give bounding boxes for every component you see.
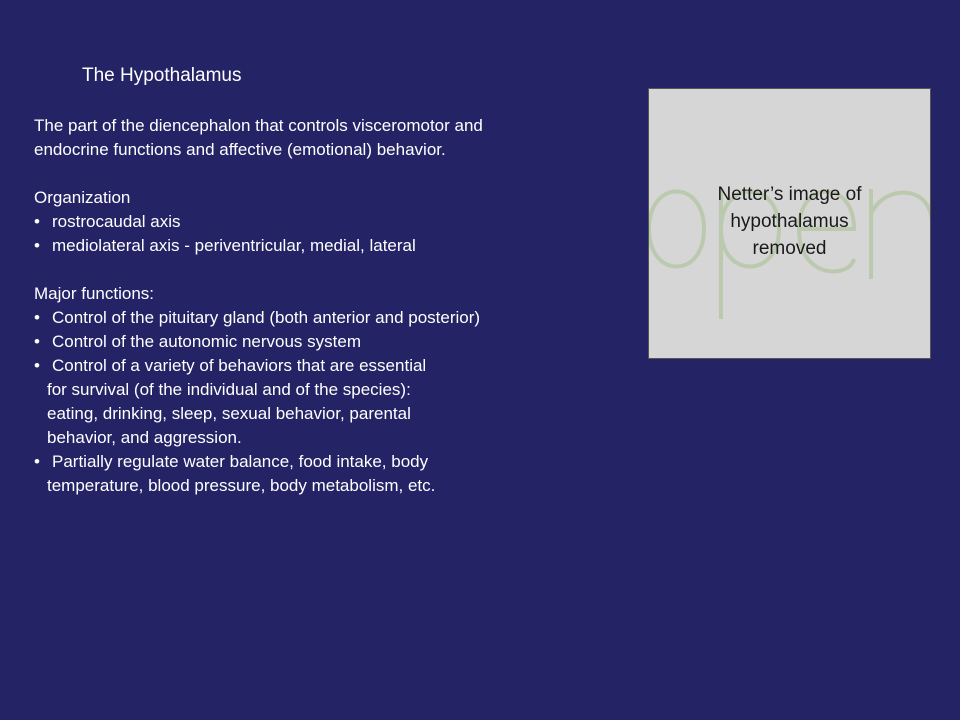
slide-title: The Hypothalamus [82,65,242,86]
function-item-continuation: behavior, and aggression. [47,428,242,447]
caption-line: removed [752,238,827,259]
function-item-text: Control of the autonomic nervous system [52,332,361,351]
bullet-icon: • [34,212,40,231]
bullet-icon: • [34,332,40,351]
function-item-text: Partially regulate water balance, food intake, body [52,452,429,471]
spacer [34,162,624,186]
function-item-text: Control of the pituitary gland (both anterior and posterior) [52,308,481,327]
intro-line-2: endocrine functions and affective (emotional) behavior. [34,140,446,159]
function-item-continuation: for survival (of the individual and of the species): [47,380,411,399]
function-item-text: Control of a variety of behaviors that are essential [52,356,427,375]
slide-body [34,114,624,498]
caption-line: hypothalamus [730,211,849,232]
organization-item [34,210,624,234]
spacer [34,258,624,282]
organization-item-text: rostrocaudal axis [52,212,181,231]
bullet-icon: • [34,236,40,255]
function-item-continuation: temperature, blood pressure, body metabolism, etc. [47,476,436,495]
intro-line-1: The part of the diencephalon that controls visceromotor and [34,116,483,135]
image-removed-placeholder [648,88,931,359]
bullet-icon: • [34,356,40,375]
bullet-icon: • [34,452,40,471]
functions-heading: Major functions: [34,284,154,303]
organization-item [34,234,624,258]
organization-item-text: mediolateral axis - periventricular, medial, lateral [52,236,416,255]
function-item-continuation: eating, drinking, sleep, sexual behavior, parental [47,404,411,423]
organization-heading: Organization [34,188,131,207]
function-item [34,306,624,330]
function-item [34,330,624,354]
caption-line: Netter’s image of [717,184,862,205]
function-item [34,450,624,474]
function-item [34,354,624,378]
placeholder-caption [649,181,930,262]
bullet-icon: • [34,308,40,327]
